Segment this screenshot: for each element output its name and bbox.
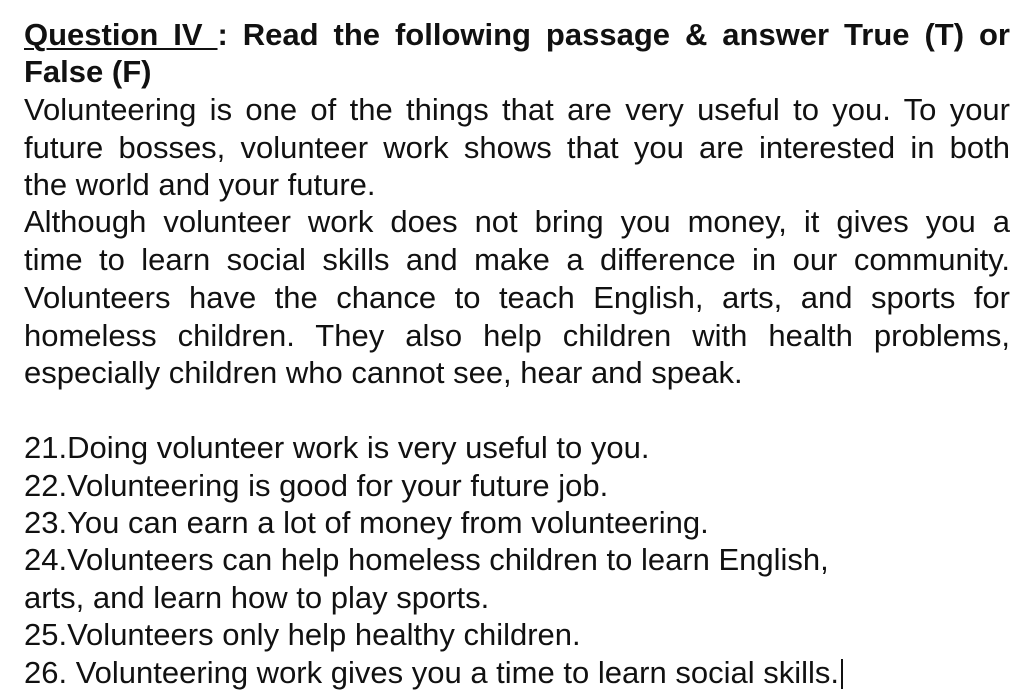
question-22: 22.Volunteering is good for your future job. <box>24 468 609 503</box>
passage-line-3: the world and your future. <box>24 167 376 202</box>
passage-line-2: future bosses, volunteer work shows that you are interested in both <box>24 130 1010 165</box>
question-26-line[interactable] <box>24 654 843 692</box>
question-heading-line-2: False (F) <box>24 54 152 89</box>
question-21: 21.Doing volunteer work is very useful to you. <box>24 430 650 465</box>
question-26: 26. Volunteering work gives you a time to learn social skills. <box>24 655 840 690</box>
passage-line-1: Volunteering is one of the things that are very useful to you. To your <box>24 92 1010 127</box>
passage-line-8: especially children who cannot see, hear and speak. <box>24 355 743 390</box>
passage-line-4: Although volunteer work does not bring you money, it gives you a <box>24 204 1010 239</box>
question-label: Question IV <box>24 17 218 52</box>
question-23: 23.You can earn a lot of money from volunteering. <box>24 505 709 540</box>
passage-line-6: Volunteers have the chance to teach English, arts, and sports for <box>24 280 1010 315</box>
question-25: 25.Volunteers only help healthy children. <box>24 617 581 652</box>
text-cursor <box>841 659 843 689</box>
passage-line-5: time to learn social skills and make a difference in our community. <box>24 242 1010 277</box>
question-instruction: : Read the following passage & answer True (T) or <box>217 17 1010 52</box>
passage-line-7: homeless children. They also help children with health problems, <box>24 318 1010 353</box>
question-heading-line-1 <box>24 16 1010 54</box>
question-24-line-1: 24.Volunteers can help homeless children to learn English, <box>24 542 829 577</box>
question-24-line-2: arts, and learn how to play sports. <box>24 580 490 615</box>
